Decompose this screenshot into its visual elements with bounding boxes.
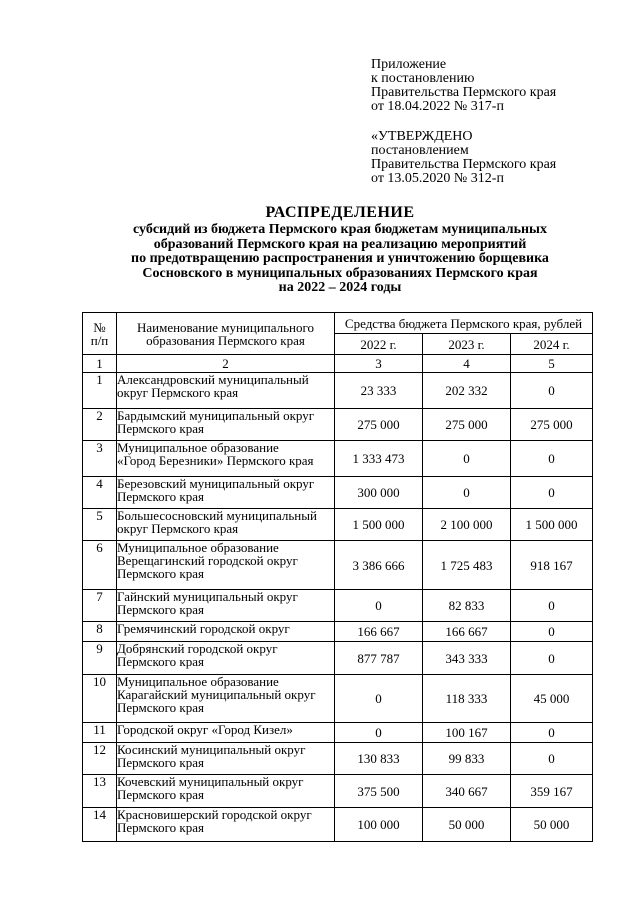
municipality-name-line: Пермского края bbox=[117, 700, 204, 715]
amount-2023: 166 667 bbox=[423, 622, 511, 642]
municipality-name bbox=[117, 808, 335, 842]
table-row bbox=[83, 409, 593, 441]
table-row bbox=[83, 775, 593, 808]
column-number: 3 bbox=[335, 355, 423, 373]
approved-line: постановлением bbox=[371, 143, 469, 158]
row-number: 11 bbox=[83, 723, 117, 743]
table-row bbox=[83, 373, 593, 409]
amount-2024: 50 000 bbox=[511, 808, 593, 842]
row-number: 14 bbox=[83, 808, 117, 842]
municipality-name bbox=[117, 509, 335, 541]
table-row bbox=[83, 590, 593, 622]
amount-2022: 23 333 bbox=[335, 373, 423, 409]
amount-2023: 50 000 bbox=[423, 808, 511, 842]
document-title: РАСПРЕДЕЛЕНИЕ bbox=[265, 204, 415, 221]
amount-2024: 275 000 bbox=[511, 409, 593, 441]
table-body bbox=[83, 373, 593, 842]
header-year: 2024 г. bbox=[511, 334, 593, 355]
municipality-name-line: Пермского края bbox=[117, 566, 204, 581]
row-number: 10 bbox=[83, 675, 117, 723]
amount-2022: 0 bbox=[335, 675, 423, 723]
municipality-name-line: Муниципальное образование bbox=[117, 540, 279, 555]
municipality-name bbox=[117, 541, 335, 590]
amount-2022: 1 500 000 bbox=[335, 509, 423, 541]
municipality-name bbox=[117, 373, 335, 409]
table-row bbox=[83, 509, 593, 541]
municipality-name bbox=[117, 642, 335, 675]
table-row bbox=[83, 541, 593, 590]
row-number: 4 bbox=[83, 477, 117, 509]
amount-2024: 918 167 bbox=[511, 541, 593, 590]
header-year: 2023 г. bbox=[423, 334, 511, 355]
amount-2024: 0 bbox=[511, 590, 593, 622]
appendix-spacer bbox=[371, 114, 556, 130]
municipality-name-line: Муниципальное образование bbox=[117, 440, 279, 455]
municipality-name-line: Гайнский муниципальный округ bbox=[117, 589, 298, 604]
municipality-name-line: «Город Березники» Пермского края bbox=[117, 453, 314, 468]
row-number: 6 bbox=[83, 541, 117, 590]
amount-2022: 0 bbox=[335, 590, 423, 622]
amount-2023: 0 bbox=[423, 441, 511, 477]
amount-2023: 343 333 bbox=[423, 642, 511, 675]
amount-2024: 0 bbox=[511, 743, 593, 775]
amount-2022: 877 787 bbox=[335, 642, 423, 675]
amount-2023: 275 000 bbox=[423, 409, 511, 441]
column-number: 1 bbox=[83, 355, 117, 373]
amount-2023: 118 333 bbox=[423, 675, 511, 723]
amount-2024: 0 bbox=[511, 642, 593, 675]
municipality-name bbox=[117, 675, 335, 723]
row-number: 7 bbox=[83, 590, 117, 622]
amount-2022: 100 000 bbox=[335, 808, 423, 842]
subtitle-line: на 2022 – 2024 годы bbox=[278, 280, 402, 295]
column-number: 5 bbox=[511, 355, 593, 373]
header-name-line: образования Пермского края bbox=[146, 332, 305, 348]
amount-2022: 375 500 bbox=[335, 775, 423, 808]
municipality-name-line: Пермского края bbox=[117, 489, 204, 504]
row-number: 13 bbox=[83, 775, 117, 808]
municipality-name bbox=[117, 775, 335, 808]
amount-2024: 0 bbox=[511, 373, 593, 409]
amount-2024: 0 bbox=[511, 477, 593, 509]
approved-line: «УТВЕРЖДЕНО bbox=[371, 129, 473, 144]
amount-2022: 166 667 bbox=[335, 622, 423, 642]
table-row bbox=[83, 723, 593, 743]
header-num-line: № bbox=[93, 319, 106, 335]
column-number: 2 bbox=[117, 355, 335, 373]
municipality-name-line: Косинский муниципальный округ bbox=[117, 742, 306, 757]
subtitle-line: Сосновского в муниципальных образованиях Пермского края bbox=[142, 265, 538, 281]
table-row bbox=[83, 808, 593, 842]
municipality-name-line: Александровский муниципальный bbox=[117, 372, 309, 387]
amount-2022: 0 bbox=[335, 723, 423, 743]
municipality-name bbox=[117, 743, 335, 775]
municipality-name-line: округ Пермского края bbox=[117, 385, 239, 400]
municipality-name bbox=[117, 622, 335, 642]
municipality-name-line: Гремячинский городской округ bbox=[117, 621, 290, 636]
amount-2023: 340 667 bbox=[423, 775, 511, 808]
table-row bbox=[83, 622, 593, 642]
municipality-name bbox=[117, 477, 335, 509]
table-row bbox=[83, 642, 593, 675]
municipality-name-line: Муниципальное образование bbox=[117, 674, 279, 689]
header-num-line: п/п bbox=[90, 332, 109, 348]
amount-2023: 99 833 bbox=[423, 743, 511, 775]
header-funds: Средства бюджета Пермского края, рублей bbox=[335, 313, 593, 334]
header-year: 2022 г. bbox=[335, 334, 423, 355]
subtitle-line: по предотвращению распространения и уничтожению борщевика bbox=[131, 251, 549, 266]
appendix-block bbox=[371, 58, 556, 186]
municipality-name-line: Березовский муниципальный округ bbox=[117, 476, 315, 491]
subtitle-line: образований Пермского края на реализацию мероприятий bbox=[153, 236, 527, 252]
appendix-line: Приложение bbox=[371, 57, 447, 72]
amount-2024: 359 167 bbox=[511, 775, 593, 808]
distribution-table bbox=[82, 312, 593, 842]
municipality-name-line: Верещагинский городской округ bbox=[117, 553, 298, 568]
row-number: 1 bbox=[83, 373, 117, 409]
municipality-name-line: округ Пермского края bbox=[117, 521, 239, 536]
municipality-name-line: Пермского края bbox=[117, 421, 204, 436]
municipality-name-line: Большесосновский муниципальный bbox=[117, 508, 317, 523]
amount-2022: 130 833 bbox=[335, 743, 423, 775]
row-number: 12 bbox=[83, 743, 117, 775]
municipality-name-line: Пермского края bbox=[117, 755, 204, 770]
appendix-line: от 18.04.2022 № 317-п bbox=[371, 99, 504, 114]
amount-2023: 202 332 bbox=[423, 373, 511, 409]
amount-2022: 300 000 bbox=[335, 477, 423, 509]
amount-2023: 82 833 bbox=[423, 590, 511, 622]
table-row bbox=[83, 675, 593, 723]
municipality-name bbox=[117, 723, 335, 743]
amount-2023: 0 bbox=[423, 477, 511, 509]
amount-2024: 45 000 bbox=[511, 675, 593, 723]
municipality-name-line: Кочевский муниципальный округ bbox=[117, 774, 304, 789]
municipality-name-line: Пермского края bbox=[117, 820, 204, 835]
row-number: 3 bbox=[83, 441, 117, 477]
subtitle-line: субсидий из бюджета Пермского края бюджетам муниципальных bbox=[133, 222, 547, 237]
amount-2024: 0 bbox=[511, 622, 593, 642]
document-subtitle bbox=[0, 223, 640, 296]
municipality-name bbox=[117, 409, 335, 441]
header-name-line: Наименование муниципального bbox=[136, 319, 315, 335]
row-number: 2 bbox=[83, 409, 117, 441]
approved-line: от 13.05.2020 № 312-п bbox=[371, 171, 504, 186]
municipality-name-line: Красновишерский городской округ bbox=[117, 807, 312, 822]
amount-2024: 0 bbox=[511, 441, 593, 477]
column-number: 4 bbox=[423, 355, 511, 373]
municipality-name-line: Карагайский муниципальный округ bbox=[117, 687, 316, 702]
amount-2024: 0 bbox=[511, 723, 593, 743]
amount-2023: 100 167 bbox=[423, 723, 511, 743]
amount-2022: 275 000 bbox=[335, 409, 423, 441]
municipality-name-line: Бардымский муниципальный округ bbox=[117, 408, 315, 423]
municipality-name bbox=[117, 590, 335, 622]
table-row bbox=[83, 477, 593, 509]
approved-line: Правительства Пермского края bbox=[371, 157, 557, 172]
row-number: 8 bbox=[83, 622, 117, 642]
municipality-name-line: Добрянский городской округ bbox=[117, 641, 278, 656]
amount-2022: 3 386 666 bbox=[335, 541, 423, 590]
header-name bbox=[117, 313, 335, 355]
municipality-name-line: Пермского края bbox=[117, 602, 204, 617]
amount-2023: 2 100 000 bbox=[423, 509, 511, 541]
header-num bbox=[83, 313, 117, 355]
appendix-line: Правительства Пермского края bbox=[371, 85, 557, 100]
municipality-name-line: Пермского края bbox=[117, 787, 204, 802]
municipality-name-line: Городской округ «Город Кизел» bbox=[117, 722, 293, 737]
row-number: 5 bbox=[83, 509, 117, 541]
amount-2023: 1 725 483 bbox=[423, 541, 511, 590]
row-number: 9 bbox=[83, 642, 117, 675]
municipality-name bbox=[117, 441, 335, 477]
amount-2022: 1 333 473 bbox=[335, 441, 423, 477]
amount-2024: 1 500 000 bbox=[511, 509, 593, 541]
appendix-line: к постановлению bbox=[371, 71, 475, 86]
municipality-name-line: Пермского края bbox=[117, 654, 204, 669]
table-row bbox=[83, 743, 593, 775]
table-row bbox=[83, 441, 593, 477]
